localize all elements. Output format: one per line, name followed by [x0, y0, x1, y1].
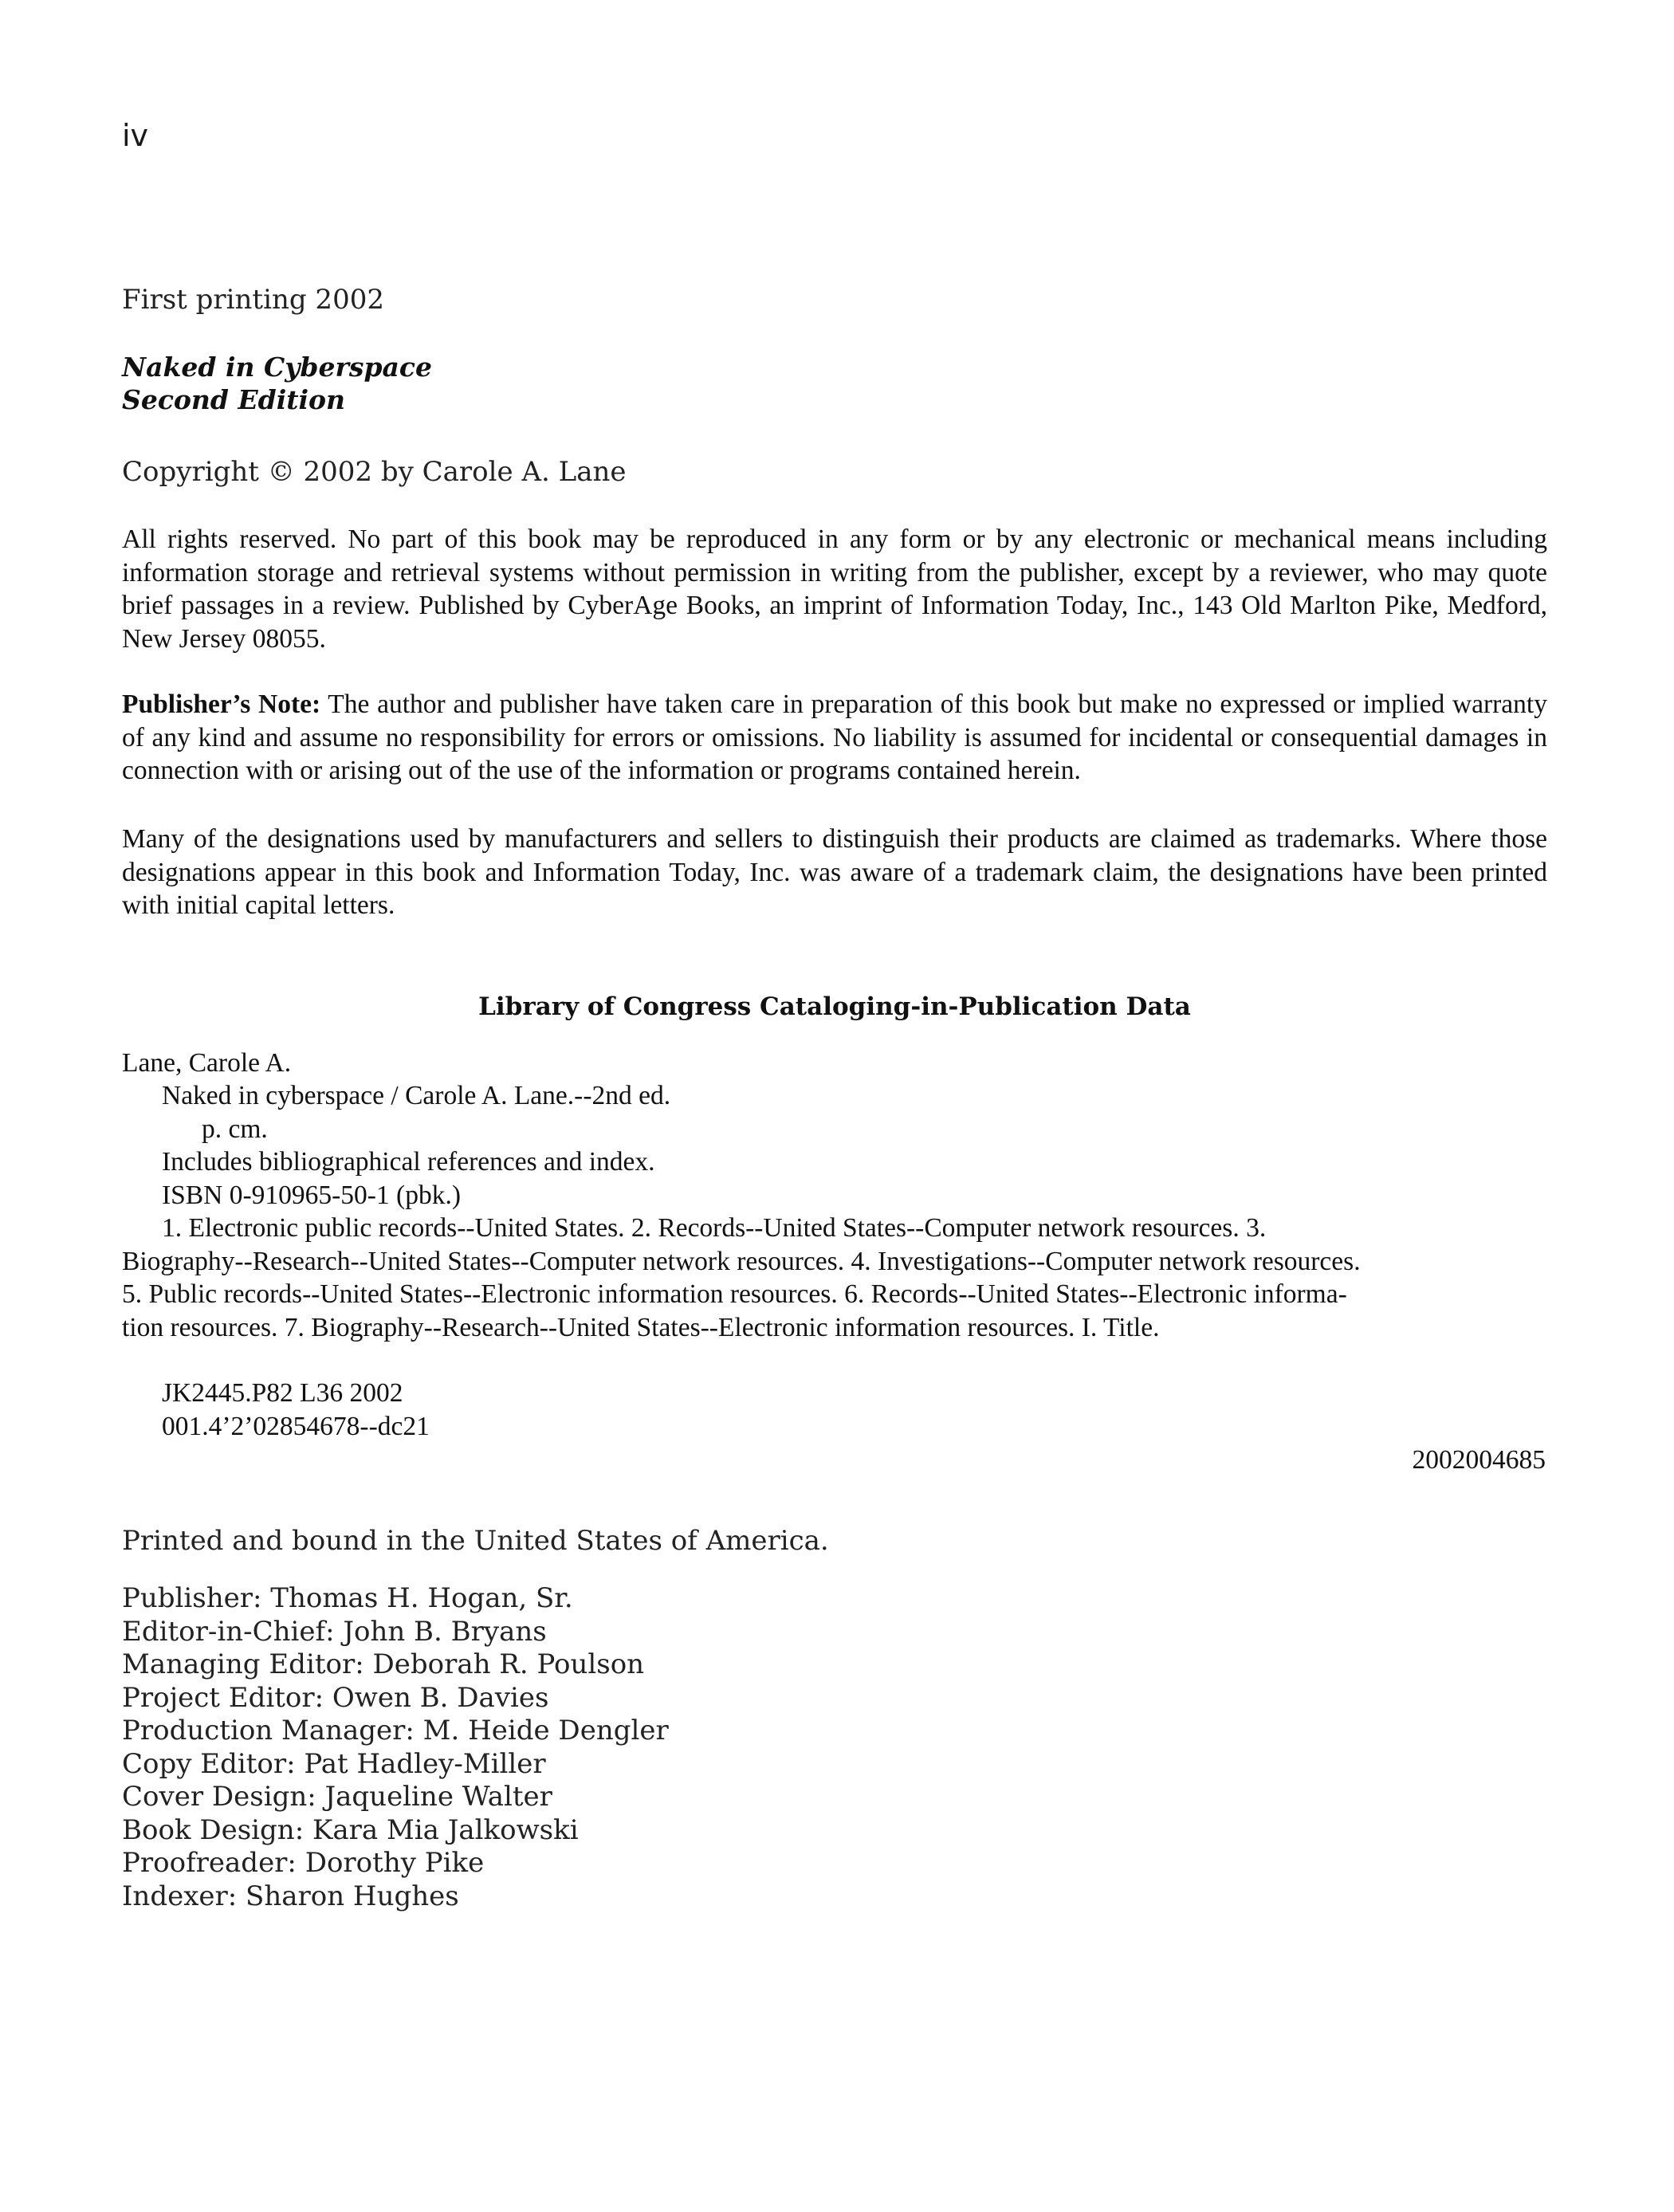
credits-list [122, 1582, 669, 1913]
credit-line: Editor-in-Chief: John B. Bryans [122, 1615, 547, 1648]
cip-control-number: 2002004685 [1412, 1445, 1546, 1475]
cip-lc-class: JK2445.P82 L36 2002 [162, 1378, 403, 1408]
copyright-line: Copyright © 2002 by Carole A. Lane [122, 456, 627, 488]
cip-heading: Library of Congress Cataloging-in-Publication Data [478, 992, 1191, 1021]
credit-line: Book Design: Kara Mia Jalkowski [122, 1813, 579, 1846]
cip-subject-line: 1. Electronic public records--United States. 2. Records--United States--Computer network resources. 3. [162, 1213, 1267, 1243]
cip-includes: Includes bibliographical references and index. [162, 1147, 655, 1177]
book-title [122, 351, 1547, 416]
credit-line: Managing Editor: Deborah R. Poulson [122, 1648, 645, 1680]
book-title-line2: Second Edition [122, 384, 346, 415]
credit-line: Indexer: Sharon Hughes [122, 1880, 459, 1912]
trademark-paragraph: Many of the designations used by manufacturers and sellers to distinguish their products are claimed as trademarks. Where those designations appear in this book and Information Today, Inc. was aware of a trademark claim, the designations have been printed with initial capital letters. [122, 824, 1547, 920]
publishers-note-text: The author and publisher have taken care in preparation of this book but make no expressed or implied warranty of any kind and assume no responsibility for errors or omissions. No liability is assumed for incidental or consequential damages in connection with or arising out of the use of the information or programs contained herein. [122, 690, 1547, 785]
rights-paragraph: All rights reserved. No part of this book may be reproduced in any form or by any electronic or mechanical means including information storage and retrieval systems without permission in writing from the publisher, except by a reviewer, who may quote brief passages in a review. Published by CyberAge Books, an imprint of Information Today, Inc., 143 Old Marlton Pike, Medford, New Jersey 08055. [122, 525, 1547, 654]
publishers-note-label: Publisher’s Note: [122, 690, 321, 719]
credit-line: Publisher: Thomas H. Hogan, Sr. [122, 1582, 573, 1614]
credit-line: Project Editor: Owen B. Davies [122, 1681, 549, 1714]
credit-line: Proofreader: Dorothy Pike [122, 1847, 485, 1879]
credit-line: Copy Editor: Pat Hadley-Miller [122, 1747, 546, 1780]
cip-author: Lane, Carole A. [122, 1048, 292, 1078]
cip-dewey: 001.4’2’02854678--dc21 [162, 1412, 430, 1441]
cip-subject-line: Biography--Research--United States--Computer network resources. 4. Investigations--Computer network resources. [122, 1247, 1361, 1276]
publishers-note [122, 688, 1547, 788]
cip-subject-line: 5. Public records--United States--Electronic information resources. 6. Records--United States--Electronic informa- [122, 1279, 1347, 1309]
cip-pages: p. cm. [202, 1114, 268, 1144]
book-title-line1: Naked in Cyberspace [122, 352, 433, 383]
cip-subject-line: tion resources. 7. Biography--Research--United States--Electronic information resources. I. Title. [122, 1313, 1160, 1342]
credit-line: Production Manager: M. Heide Dengler [122, 1715, 669, 1746]
page-number: iv [122, 118, 149, 153]
printing-line: First printing 2002 [122, 284, 384, 316]
printed-in: Printed and bound in the United States of America. [122, 1525, 829, 1557]
credit-line: Cover Design: Jaqueline Walter [122, 1781, 552, 1813]
cip-title: Naked in cyberspace / Carole A. Lane.--2nd ed. [162, 1081, 671, 1110]
cip-isbn: ISBN 0-910965-50-1 (pbk.) [162, 1181, 461, 1210]
